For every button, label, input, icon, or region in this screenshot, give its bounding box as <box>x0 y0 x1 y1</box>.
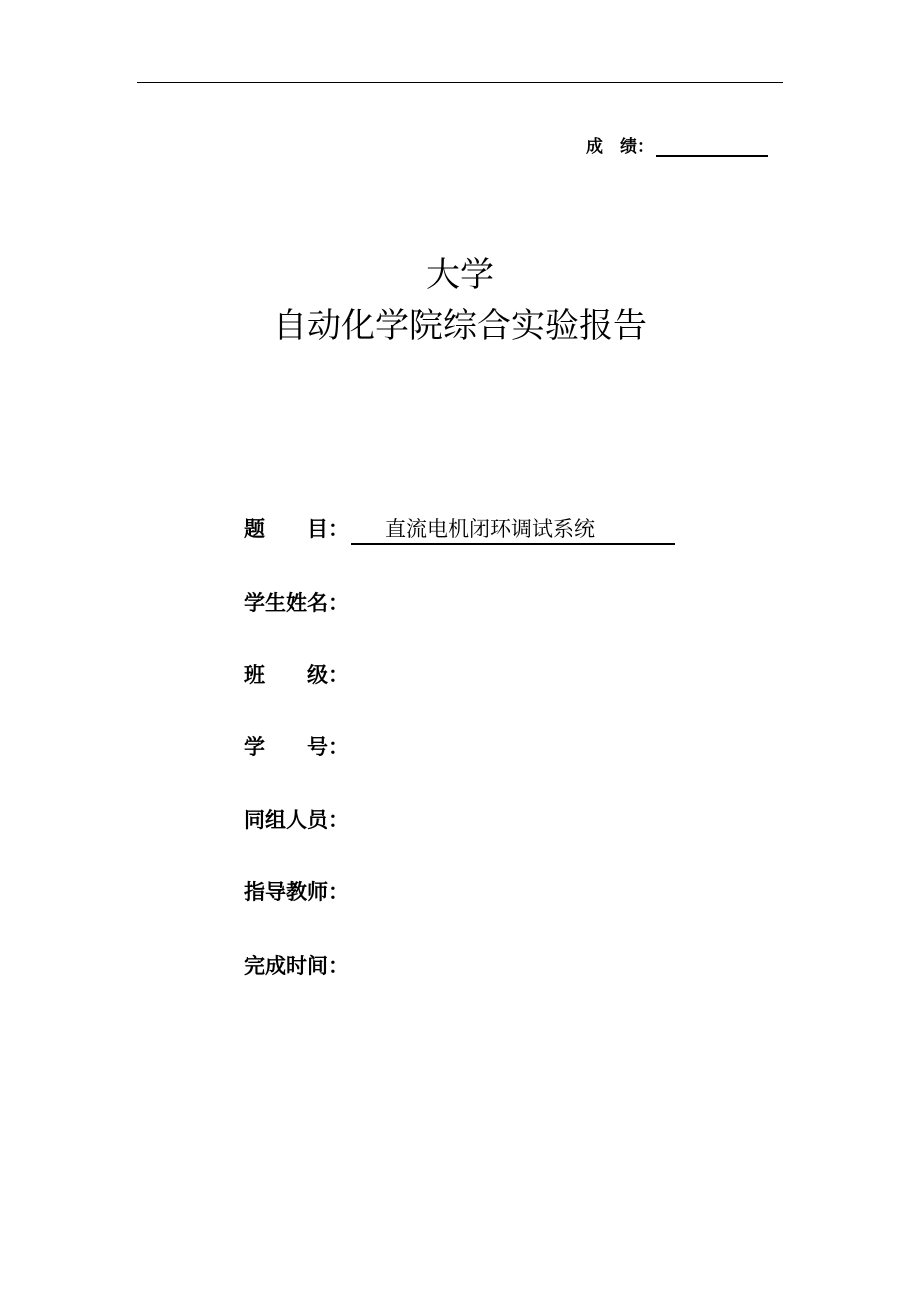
group-members-label: 同组人员： <box>244 808 349 832</box>
grade-label: 成 绩： <box>586 137 654 157</box>
report-title-main: 自动化学院综合实验报告 <box>273 306 647 346</box>
class-label: 班 级： <box>244 663 349 687</box>
topic-field <box>244 515 675 545</box>
completion-time-field <box>244 952 349 980</box>
student-id-field <box>244 733 349 761</box>
student-id-label: 学 号： <box>244 735 349 759</box>
grade-input-line <box>656 137 768 157</box>
grade-field <box>586 132 768 157</box>
topic-value: 直流电机闭环调试系统 <box>351 515 675 545</box>
completion-time-label: 完成时间： <box>244 954 349 978</box>
class-field <box>244 661 349 689</box>
student-name-field <box>244 589 349 617</box>
report-title-university: 大学 <box>426 255 494 295</box>
header-rule <box>137 82 783 83</box>
advisor-field <box>244 878 349 906</box>
advisor-label: 指导教师： <box>244 880 349 904</box>
group-members-field <box>244 806 349 834</box>
topic-label: 题 目： <box>244 517 349 541</box>
student-name-label: 学生姓名： <box>244 591 349 615</box>
